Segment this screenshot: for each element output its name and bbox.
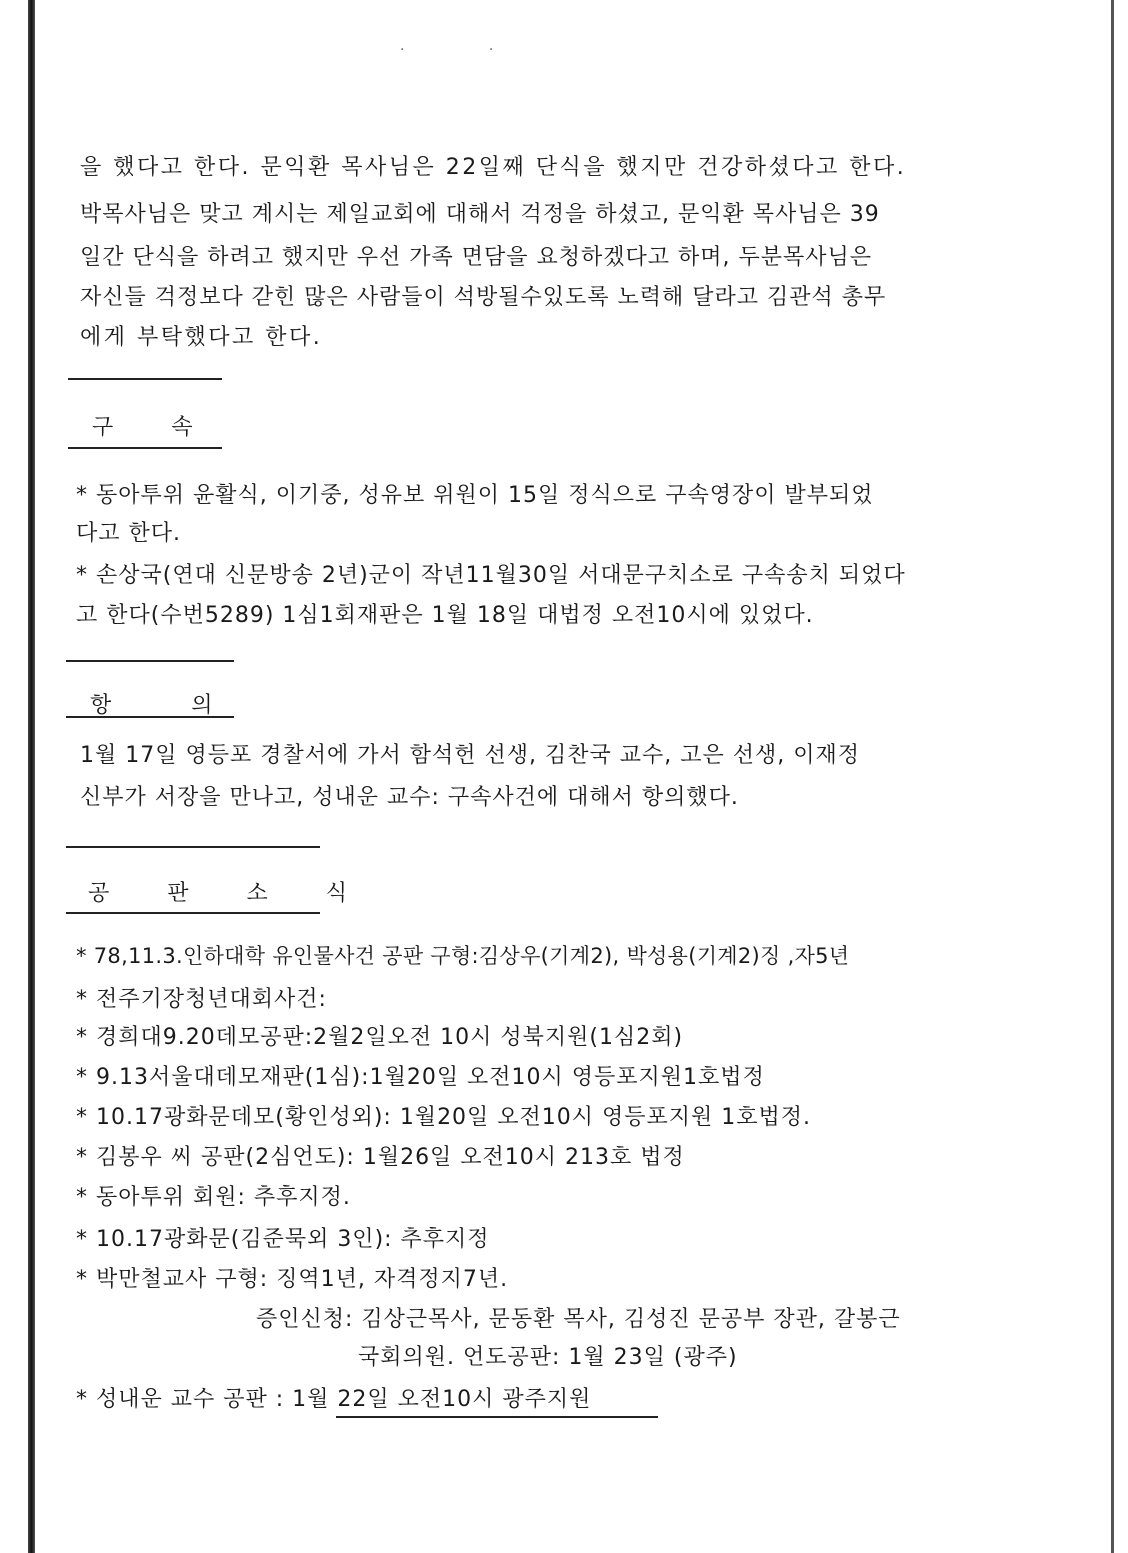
section-rule-bottom (68, 447, 222, 449)
trial-line-5: * 10.17광화문데모(황인성외): 1월20일 오전10시 영등포지원 1호법정. (76, 1105, 812, 1130)
arrest-line-1: * 동아투위 윤활식, 이기중, 성유보 위원이 15일 정식으로 구속영장이 발부되었 (76, 483, 874, 508)
trial-line-3: * 경희대9.20데모공판:2월2일오전 10시 성북지원(1심2회) (76, 1025, 684, 1050)
trial-line-4: * 9.13서울대데모재판(1심):1월20일 오전10시 영등포지원1호법정 (76, 1065, 765, 1090)
section-rule-top (66, 846, 320, 848)
arrest-line-2: 다고 한다. (76, 521, 181, 546)
intro-line-3: 일간 단식을 하려고 했지만 우선 가족 면담을 요청하겠다고 하며, 두분목사님은 (80, 245, 872, 270)
protest-line-2: 신부가 서장을 만나고, 성내운 교수: 구속사건에 대해서 항의했다. (80, 785, 739, 810)
section-rule-top (66, 660, 234, 662)
section-rule-top (68, 378, 222, 380)
final-trial-line: * 성내운 교수 공판 : 1월 22일 오전10시 광주지원 (76, 1387, 592, 1412)
trial-line-6: * 김봉우 씨 공판(2심언도): 1월26일 오전10시 213호 법정 (76, 1145, 685, 1170)
section-rule-bottom (66, 912, 320, 914)
witness-request-line: 증인신청: 김상근목사, 문동환 목사, 김성진 문공부 장관, 갈봉근 (256, 1307, 901, 1332)
intro-line-5: 에게 부탁했다고 한다. (80, 325, 323, 350)
intro-line-4: 자신들 걱정보다 갇힌 많은 사람들이 석방될수있도록 노력해 달라고 김관석 총무 (80, 285, 887, 310)
trial-line-2: * 전주기장청년대회사건: (76, 987, 327, 1012)
protest-line-1: 1월 17일 영등포 경찰서에 가서 함석헌 선생, 김찬국 교수, 고은 선생, 이재정 (80, 743, 860, 768)
intro-line-1: 을 했다고 한다. 문익환 목사님은 22일째 단식을 했지만 건강하셨다고 한다. (80, 155, 907, 180)
witness-request-continuation: 국회의원. 언도공판: 1월 23일 (광주) (358, 1345, 738, 1370)
section-title-protest: 항의 (90, 693, 293, 718)
binding-edge-left (28, 0, 35, 1553)
trial-line-7: * 동아투위 회원: 추후지정. (76, 1185, 351, 1210)
arrest-line-3: * 손상국(연대 신문방송 2년)군이 작년11월30일 서대문구치소로 구속송치 되었다 (76, 563, 906, 588)
trial-line-8: * 10.17광화문(김준묵외 3인): 추후지정 (76, 1227, 490, 1252)
scan-specks: · · (400, 42, 534, 58)
section-rule-bottom (66, 716, 234, 718)
intro-line-2: 박목사님은 맞고 계시는 제일교회에 대해서 걱정을 하셨고, 문익환 목사님은 39 (80, 202, 880, 227)
section-title-trial: 공판소식 (88, 881, 406, 906)
binding-edge-right (1111, 0, 1114, 1553)
trial-line-1: * 78,11.3.인하대학 유인물사건 공판 구형:김상우(기계2), 박성용(기계2)징 ,자5년 (76, 944, 850, 968)
section-title-arrest: 구속 (92, 415, 251, 440)
final-line-underline (336, 1416, 658, 1418)
arrest-line-4: 고 한다(수번5289) 1심1회재판은 1월 18일 대법정 오전10시에 있었다. (76, 603, 814, 628)
trial-line-9: * 박만철교사 구형: 징역1년, 자격정지7년. (76, 1267, 509, 1292)
